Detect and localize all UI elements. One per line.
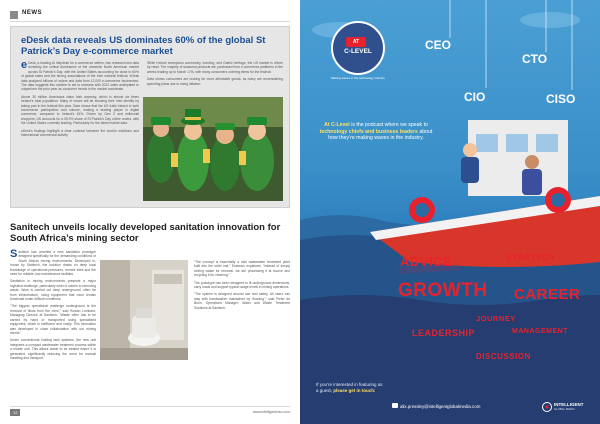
- tagline-rest: is the podcast where we speak to: [349, 122, 428, 128]
- section-marker: [10, 11, 18, 19]
- keyword-management: MANAGEMENT: [512, 328, 568, 335]
- brand-name: INTELLIGENT: [554, 402, 584, 407]
- podcast-tagline: [316, 122, 436, 142]
- article-edesk-p4: While Ireland champions community, bonding, and Gaelic heritage, the US market is driven by retail. The majority of seasonal products are purchased from e-commerce platforms in the weeks leading up to March 17th, with many consumers ordering items for the festival.: [147, 61, 283, 74]
- article-edesk-p1: [21, 61, 139, 92]
- article-sanitech-p2: Sanitation in mining environments presents a major logistical challenge, particularly when it comes to removing waste. Work is carried out deep underground, often far from infrastructure, using equipment that must remain functional under difficult conditions.: [10, 279, 96, 302]
- article-edesk-p5: Data shows consumers are looking for more affordable goods, as many are reconsidering spending plans due to rising inflation.: [147, 77, 283, 86]
- article-sanitech-title: Sanitech unveils locally developed sanitation innovation for South Africa’s mining sector: [10, 222, 281, 244]
- article-sanitech-p1: [10, 250, 96, 276]
- article-edesk: [10, 26, 290, 208]
- c-level-logo: [331, 22, 385, 80]
- tagline-prefix: At C-Level: [324, 122, 350, 128]
- logo-brand-text: C-LEVEL: [344, 48, 372, 55]
- contact-line2: a guest,: [316, 387, 334, 393]
- article-sanitech-col1: [10, 250, 96, 363]
- brand-subtitle: GLOBAL MEDIA: [554, 407, 575, 411]
- left-footer: [10, 406, 290, 416]
- brand-mark-icon: [542, 402, 552, 412]
- keyword-advice: ADVICE: [400, 254, 453, 269]
- article-sanitech-p7: “The system is designed around use and safety. All users can stay with handwasher maintained by ‘flushing’,” said Pieter de Bruin, Operations Manager: Water and Waste Treatment Solutions at Sanitech.: [194, 292, 290, 310]
- contact-cta: please get in touch:: [333, 387, 376, 393]
- sign-ciso: CISO: [546, 92, 576, 106]
- intelligent-global-media-logo: [542, 400, 590, 414]
- contact-line1: If you’re interested in featuring as: [316, 382, 383, 387]
- right-page-podcast-ad: [300, 0, 600, 424]
- article-sanitech-p3: “The biggest operational challenge underground is the removal of fluids from the mine,” said Rowan Lombard, Managing Director at Sanitech. “Waste often has to be carried by hand or transported using specialised equipment, which is inefficient and costly. This innovation was developed in close collaboration with our mining clients.”: [10, 304, 96, 335]
- sanitation-unit-photo: [100, 260, 188, 360]
- article-sanitech-p5: “The concept is essentially a mini wastewater treatment plant built into the toilet unit,” Erasmus explained. “Instead of simply storing waste for removal, we are processing it at source and recycling it for cleaning.”: [194, 260, 290, 278]
- article-edesk-title: eDesk data reveals US dominates 60% of the global St Patrick’s Day e-commerce market: [21, 35, 266, 57]
- article-edesk-p1-text: Desk, a leading AI helpdesk for e-commerce sellers, has released new data revealing the critical dominance of the domestic North American market across St Patrick’s Day, with the United States accounting for close to 60% of global sales and the strong associations of the Irish national festival. eDesk data analysed billions of orders and data from 12,000 e-commerce businesses. The data suggests this number is set to increase with 2022 sales anticipated to outperform the prior year as consumer trends in the market accelerate.: [21, 61, 139, 92]
- page-number: 12: [10, 409, 20, 416]
- st-patricks-crowd-photo: [143, 97, 283, 201]
- logo-arc-text: Making waves in the technology industry: [331, 76, 385, 80]
- guest-invitation: [316, 382, 426, 394]
- email-icon: [392, 403, 398, 408]
- contact-email[interactable]: alix.pressley@intelligentglobalmedia.com: [400, 404, 481, 409]
- dropcap: e: [21, 59, 28, 71]
- keyword-journey: JOURNEY: [476, 314, 516, 323]
- article-sanitech-p6: The prototype has been designed to fit underground dimensions, carry loads and support typical usage levels in mining operations.: [194, 280, 290, 290]
- section-header: [10, 8, 290, 22]
- article-edesk-col1: [21, 61, 139, 141]
- tagline-end: about how they’re making waves in the industry.: [328, 128, 433, 142]
- logo-badge: AT: [346, 37, 366, 47]
- article-sanitech-p4: Under conventional holding tank systems, the new unit integrates a compact wastewater treatment process within a mobile unit. This allows waste to be treated where it is generated, significantly reducing the need for manual handling and transport.: [10, 338, 96, 360]
- tagline-highlight: technology chiefs and business leaders: [319, 128, 418, 135]
- article-edesk-col2: [147, 61, 283, 89]
- keyword-discussion: DISCUSSION: [476, 352, 531, 361]
- article-sanitech-col2: [194, 260, 290, 313]
- section-label: NEWS: [22, 10, 42, 16]
- article-edesk-p3: eDesk’s findings highlight a clear contrast between the world’s traditions and international commercial activity.: [21, 128, 139, 138]
- keyword-growth: GROWTH: [398, 280, 488, 301]
- keyword-career: CAREER: [514, 286, 581, 303]
- keyword-strategy: STRATEGY: [506, 252, 556, 262]
- article-sanitech-p1-text: anitech has unveiled a new sanitation prototype designed specifically for the demanding conditions of South African mining environments. Developed in-house by Sanitech, the solution draws on deep local knowledge of operational pressures, remote sites and the need for reliable, low-maintenance facilities.: [10, 250, 96, 277]
- website-url: www.intelligentciso.com: [253, 410, 290, 414]
- article-edesk-p2: Above 30 million Americans claim Irish ancestry, which is almost six times Ireland’s total population. Many of whom will be showing their Irish identity by taking part in the festival this year. Data shows that the US trails Ireland in both ecommerce participation and volume, making a leading player in digital commerce, compared to Ireland’s 45%. Driven by Gen Z and millennial shoppers, US accounts for a 59.9% share of St Patrick’s Day online orders, with the United States currently leading. Particularly for the latest market data.: [21, 94, 139, 126]
- keyword-leadership: LEADERSHIP: [412, 328, 476, 338]
- sign-cto: CTO: [522, 52, 548, 66]
- sign-cio: CIO: [464, 90, 486, 104]
- contact-line2-wrap: [316, 388, 426, 394]
- dropcap: S: [10, 248, 18, 260]
- sign-ceo: CEO: [425, 38, 452, 52]
